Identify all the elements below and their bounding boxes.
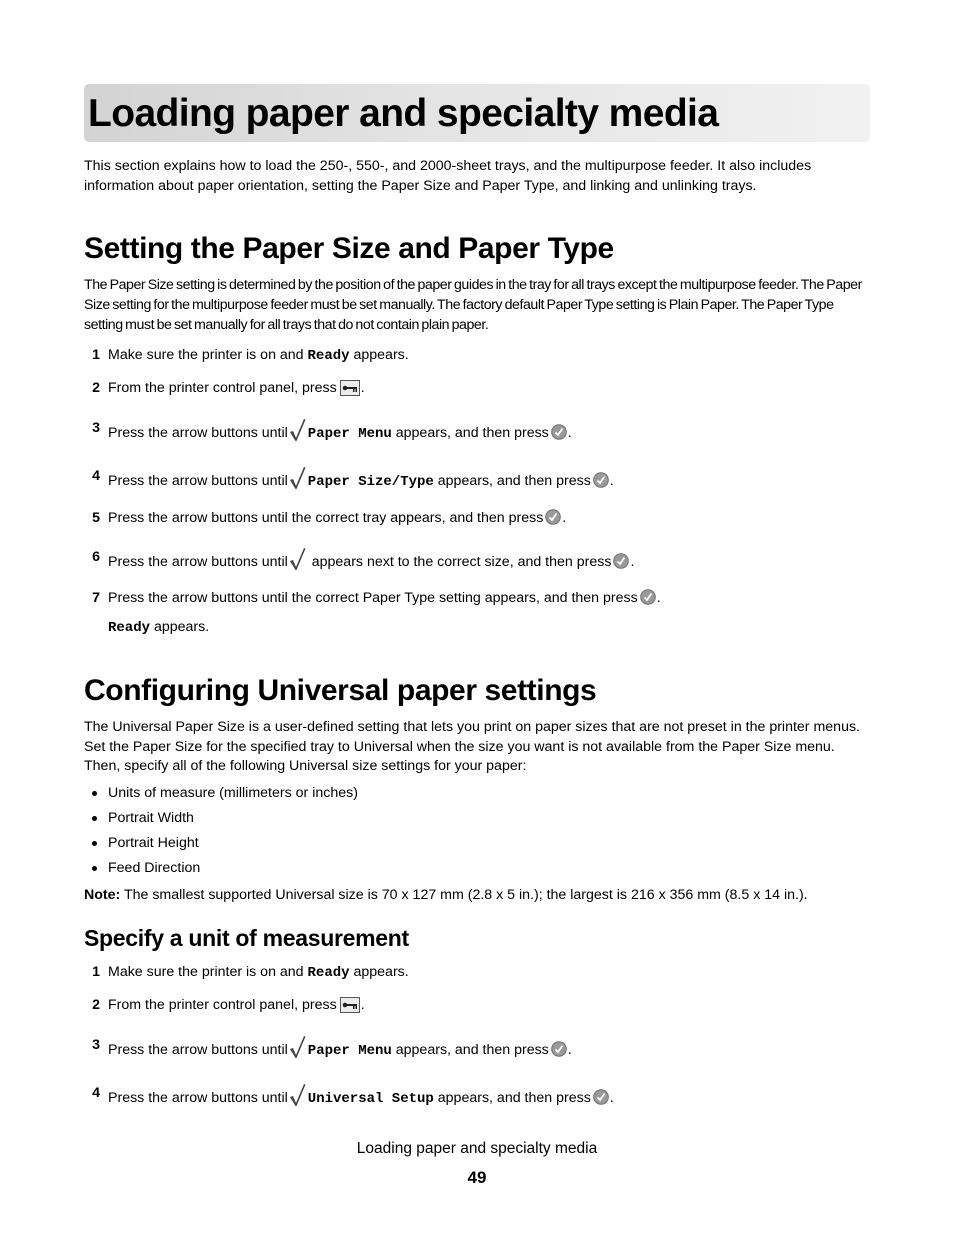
checkmark-icon xyxy=(289,547,306,577)
display-text-paper-menu: Paper Menu xyxy=(307,426,392,442)
select-button-icon xyxy=(551,1041,567,1063)
document-page xyxy=(84,84,870,1113)
checkmark-icon xyxy=(289,466,306,496)
note xyxy=(84,885,870,905)
list-item: Feed Direction xyxy=(84,858,870,878)
select-button-icon xyxy=(551,424,567,446)
checkmark-icon xyxy=(289,1035,306,1065)
note-label: Note: xyxy=(84,886,121,903)
steps-list xyxy=(84,962,870,1113)
step-result: Ready appears. xyxy=(108,619,210,636)
section-body: The Paper Size setting is determined by the position of the paper guides in the tray for all trays except the multipurpose feeder. The Paper Size setting for the multipurpose feeder must be set manually. The factory default Paper Type setting is Plain Paper. The Paper Type setting must be set manually for all trays that do not contain plain paper. xyxy=(84,277,862,333)
select-button-icon xyxy=(545,509,561,531)
footer-title: Loading paper and specialty media xyxy=(356,1140,598,1157)
display-text-universal-setup: Universal Setup xyxy=(307,1090,434,1107)
bullet-list xyxy=(84,783,870,878)
list-item: 1 Make sure the printer is on and Ready appears. xyxy=(92,963,409,981)
list-item: 5 Press the arrow buttons until the correct tray appears, and then press . xyxy=(84,508,870,531)
subsection-heading-unit-of-measurement: Specify a unit of measurement xyxy=(84,924,409,951)
list-item: 7 Press the arrow buttons until the correct Paper Type setting appears, and then press . Ready appears. xyxy=(84,588,870,638)
list-item: 3 Press the arrow buttons until Paper Menu appears, and then press . xyxy=(84,418,870,448)
list-item: 4 Press the arrow buttons until Paper Size/Type appears, and then press . xyxy=(84,466,870,496)
menu-key-icon xyxy=(340,380,360,402)
chapter-title: Loading paper and specialty media xyxy=(88,91,719,135)
menu-key-icon xyxy=(340,997,360,1019)
checkmark-icon xyxy=(289,418,306,448)
section-body: The Universal Paper Size is a user-defined setting that lets you print on paper sizes that are not preset in the printer menus. Set the Paper Size for the specified tray to Universal when the size you want is not available from the Paper Size menu. Then, specify all of the following Universal size settings for your paper: xyxy=(84,719,860,774)
steps-list xyxy=(84,345,870,638)
list-item: 4 Press the arrow buttons until Universal Setup appears, and then press . xyxy=(84,1083,870,1113)
page-number: 49 xyxy=(467,1168,487,1187)
chapter-title-bar xyxy=(84,84,870,142)
display-text-ready: Ready xyxy=(108,620,151,636)
list-item: 2 From the printer control panel, press . xyxy=(84,995,870,1019)
list-item: 1 Make sure the printer is on and Ready appears. xyxy=(92,347,409,364)
section-heading-universal-settings: Configuring Universal paper settings xyxy=(84,674,597,707)
list-item: Portrait Width xyxy=(84,808,870,828)
display-text-ready: Ready xyxy=(307,348,350,364)
display-text-ready: Ready xyxy=(307,964,350,981)
chapter-intro: This section explains how to load the 250-, 550-, and 2000-sheet trays, and the multipurpose feeder. It also includes information about paper orientation, setting the Paper Size and Paper Type, and linking and unlinking trays. xyxy=(84,158,812,194)
display-text-paper-menu: Paper Menu xyxy=(307,1042,392,1059)
list-item: Portrait Height xyxy=(84,833,870,853)
checkmark-icon xyxy=(289,1083,306,1113)
select-button-icon xyxy=(613,553,629,575)
note-text: The smallest supported Universal size is 70 x 127 mm (2.8 x 5 in.); the largest is 216 x 356 mm (8.5 x 14 in.). xyxy=(123,886,808,903)
list-item: 2 From the printer control panel, press . xyxy=(84,378,870,402)
section-heading-paper-size-type: Setting the Paper Size and Paper Type xyxy=(84,232,614,265)
select-button-icon xyxy=(593,1089,609,1111)
list-item: 3 Press the arrow buttons until Paper Menu appears, and then press . xyxy=(84,1035,870,1065)
list-item: 6 Press the arrow buttons until appears next to the correct size, and then press . xyxy=(84,547,870,577)
list-item: Units of measure (millimeters or inches) xyxy=(84,783,870,803)
display-text-paper-size-type: Paper Size/Type xyxy=(307,474,434,490)
select-button-icon xyxy=(640,589,656,611)
select-button-icon xyxy=(593,472,609,494)
